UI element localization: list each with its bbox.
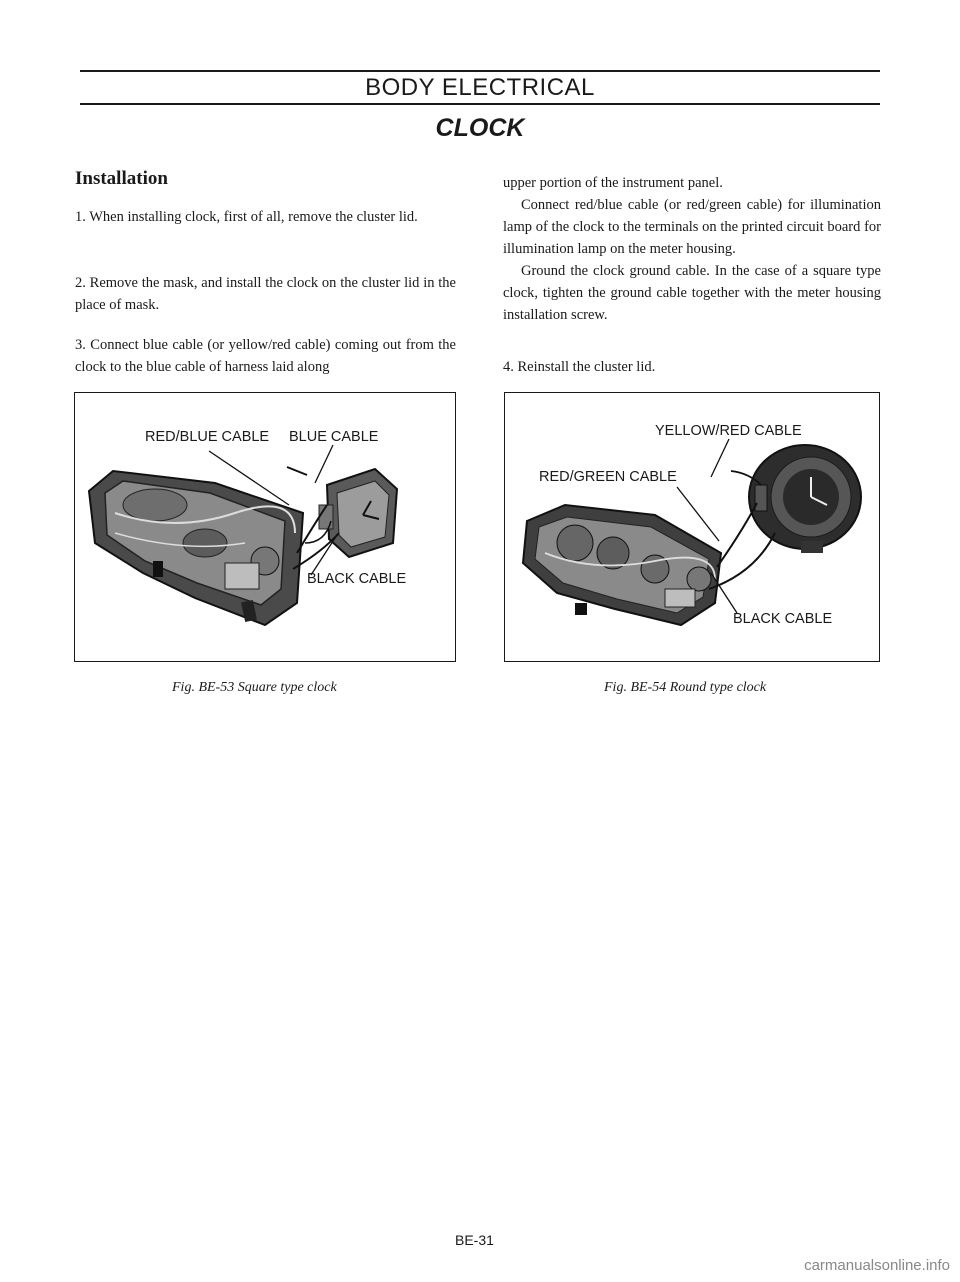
label-red-green-cable: RED/GREEN CABLE [539,469,677,485]
page-number: BE-31 [455,1232,494,1248]
step-3: 3. Connect blue cable (or yellow/red cable) coming out from the clock to the blue cable of harness laid along [75,337,456,375]
step-4: 4. Reinstall the cluster lid. [503,359,656,375]
label-red-blue-cable: RED/BLUE CABLE [145,429,270,445]
paragraph-connect: Connect red/blue cable (or red/green cable) for illumination lamp of the clock to the terminals on the printed circuit board for illumination lamp on the meter housing. [503,197,881,257]
installation-heading: Installation [75,168,168,189]
right-text-block [503,172,881,326]
figure-53-caption: Fig. BE-53 Square type clock [172,680,337,695]
watermark: carmanualsonline.info [804,1257,950,1274]
chapter-title: CLOCK [435,114,525,142]
paragraph-continuation: upper portion of the instrument panel. [503,175,723,191]
section-title: BODY ELECTRICAL [365,74,595,101]
header-bottom-rule [80,103,880,105]
figure-54-caption: Fig. BE-54 Round type clock [604,680,767,695]
label-yellow-red-cable: YELLOW/RED CABLE [655,423,802,439]
paragraph-ground: Ground the clock ground cable. In the case of a square type clock, tighten the ground cable together with the meter housing installation screw. [503,263,881,323]
figure-round-clock [504,392,880,662]
step-2: 2. Remove the mask, and install the clock on the cluster lid in the place of mask. [75,275,456,313]
label-black-cable: BLACK CABLE [733,611,833,627]
label-blue-cable: BLUE CABLE [289,429,379,445]
label-black-cable: BLACK CABLE [307,571,407,587]
header-top-rule [80,70,880,72]
figure-square-clock [74,392,456,662]
step-1: 1. When installing clock, first of all, remove the cluster lid. [75,209,418,225]
